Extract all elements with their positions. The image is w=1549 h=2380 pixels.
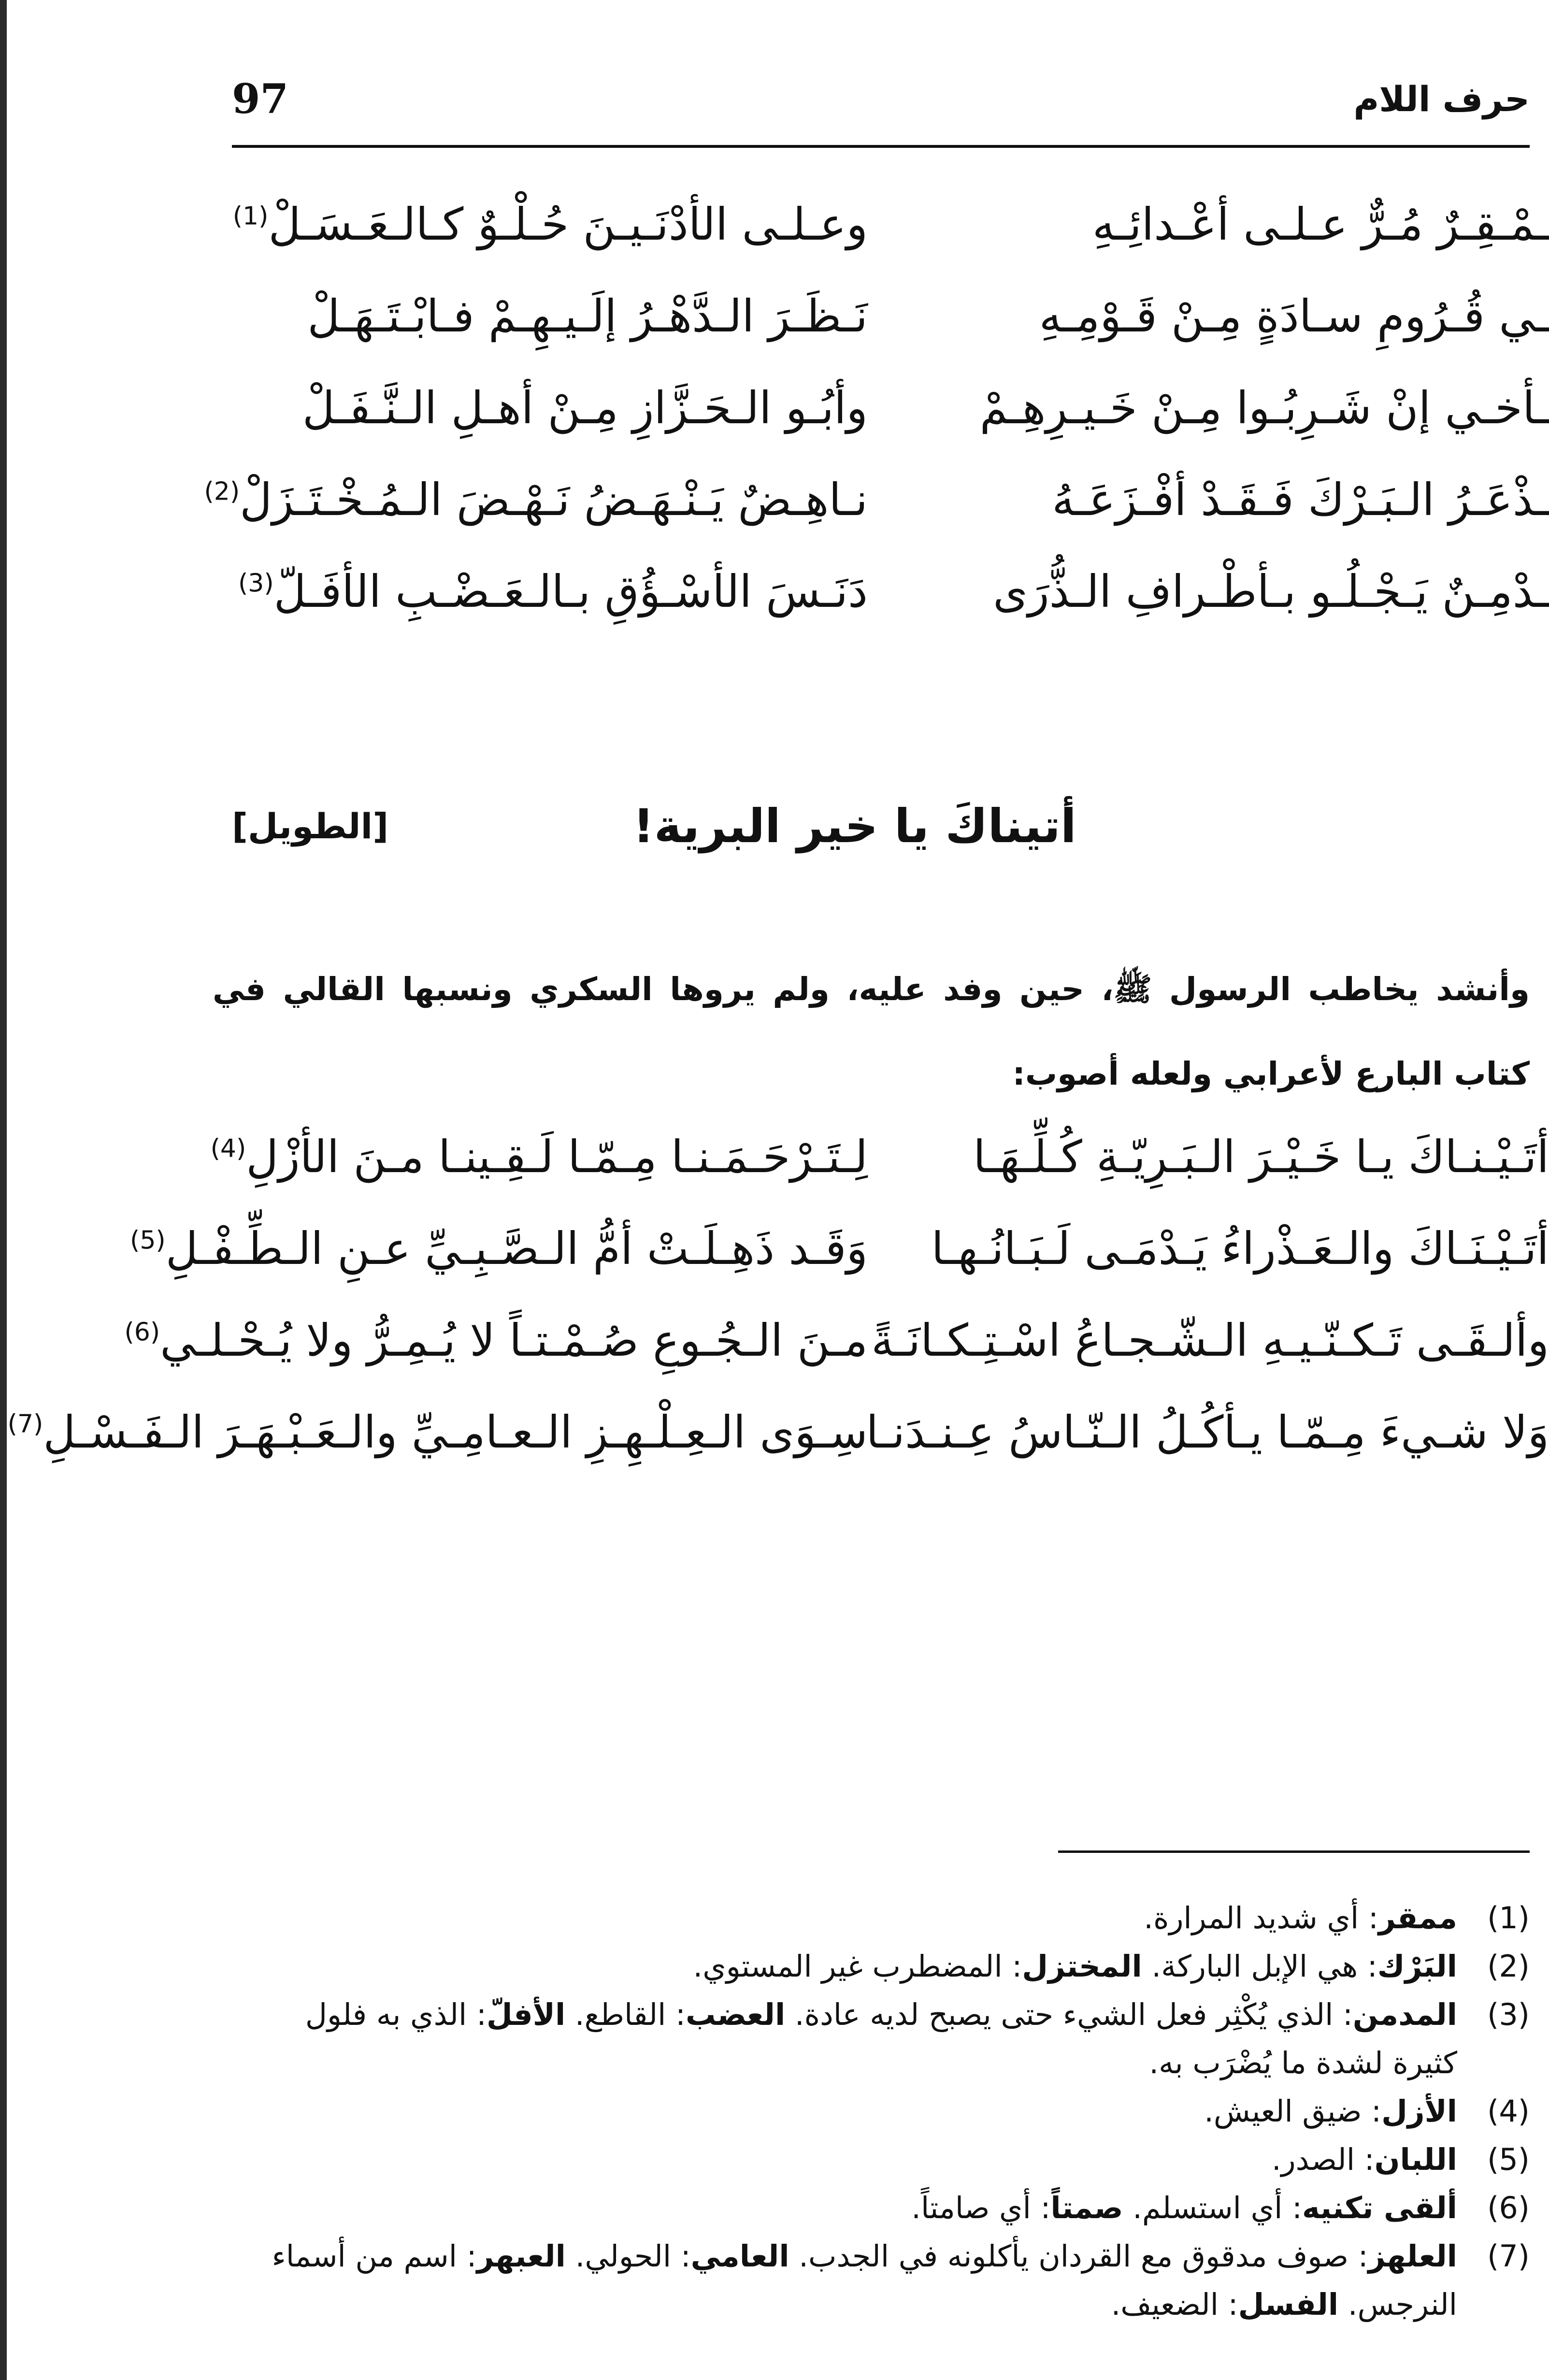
footnote-text <box>242 1894 1457 1942</box>
hemistich-text: دَنَـسَ الأسْـؤُقِ بـالـعَـضْـبِ الأفَـلّ <box>273 566 868 617</box>
verse <box>130 1203 1549 1295</box>
verse-first-hemistich: أتَـيْـنَـاكَ والـعَـذْراءُ يَـدْمَـى لَـبَـانُـهـا <box>931 1223 1549 1275</box>
footnote-text <box>242 2087 1457 2136</box>
verse-first-hemistich: ـدْمِـنٌ يَـجْـلُـو بـأطْـرافِ الـذُّرَى <box>993 566 1549 617</box>
binding-edge <box>0 0 7 2380</box>
footnote-definition: : الذي به فلول كثيرة لشدة ما يُضْرَب به. <box>305 1997 1457 2080</box>
footnote-marker: (3) <box>238 569 274 598</box>
verse-second-hemistich <box>225 546 868 638</box>
footnote-number: (3) <box>1487 1997 1530 2032</box>
footnote-entry <box>242 2136 1530 2184</box>
footnote-term: ألقى تكنيه <box>1302 2190 1457 2225</box>
footnote-definition: : اسم من أسماء النرجس. <box>272 2238 1457 2322</box>
section-heading <box>232 783 1530 870</box>
section-intro: وأنشد يخاطب الرسول ﷺ، حين وفد عليه، ولم يروها السكري ونسبها القالي في كتاب البارع لأعرابي ولعله أصوب: <box>213 971 1530 1092</box>
footnote-number: (4) <box>1487 2093 1530 2129</box>
footnote-number: (7) <box>1487 2238 1530 2274</box>
verse <box>124 1295 1549 1387</box>
footnote-number: (5) <box>1487 2142 1530 2177</box>
footnote-text <box>242 2184 1457 2232</box>
footnote-term: المختزل <box>1022 1949 1142 1984</box>
footnote-marker: (5) <box>130 1226 166 1255</box>
footnote-term: العبهر <box>476 2238 566 2274</box>
footnote-number: (1) <box>1487 1900 1530 1936</box>
footnote-definition: : الصدر. <box>1271 2142 1375 2177</box>
footnote-marker: (7) <box>7 1409 43 1439</box>
footnote-term: ممقر <box>1378 1900 1457 1936</box>
verse-first-hemistich: وَلا شـيءَ مِـمّـا يـأكُـلُ الـنّـاسُ عِـنـدَنـا <box>866 1406 1549 1458</box>
footnote-definition: : الحولي. <box>565 2238 691 2274</box>
footnote-definition: : أي شديد المرارة. <box>1144 1900 1378 1936</box>
running-title: حرف اللام <box>1353 79 1530 119</box>
footnote-term: العامي <box>690 2238 789 2274</box>
header-rule <box>232 145 1530 148</box>
footnote-term: البَرْك <box>1377 1949 1457 1984</box>
hemistich-text: نَـظَـرَ الـدَّهْـرُ إلَـيـهِـمْ فـابْـتَـهَـلْ <box>307 290 868 342</box>
footnote-definition: : المضطرب غير المستوي. <box>693 1949 1022 1984</box>
footnote-marker: (1) <box>232 201 269 231</box>
verse-second-hemistich <box>225 179 868 271</box>
verse-first-hemistich: ـأخـي إنْ شَـرِبُـوا مِـنْ خَـيـرِهِـمْ <box>979 382 1549 434</box>
footnote-marker: (6) <box>124 1318 160 1347</box>
footnote-entry <box>242 1991 1530 2087</box>
footnote-definition: : القاطع. <box>565 1997 686 2032</box>
verse-second-hemistich <box>210 1111 868 1203</box>
footnotes <box>242 1894 1530 2329</box>
footnote-definition: : ضيق العيش. <box>1204 2093 1382 2129</box>
verse-second-hemistich <box>225 271 868 362</box>
page-header <box>232 72 1530 150</box>
footnote-entry <box>242 2087 1530 2136</box>
footnote-term: الفسل <box>1238 2287 1339 2322</box>
footnote-entry <box>242 2184 1530 2232</box>
footnote-entry <box>242 1942 1530 1991</box>
verse-first-hemistich: وألـقَـى تَـكـنّـيـهِ الـشّـجـاعُ اسْـتِـكـانَـةً <box>871 1315 1549 1366</box>
footnote-entry <box>242 2232 1530 2329</box>
verse <box>7 1387 1549 1478</box>
footnote-entry <box>242 1894 1530 1942</box>
verse-second-hemistich <box>124 1295 868 1387</box>
hemistich-text: نـاهِـضٌ يَـنْـهَـضُ نَـهْـضَ الـمُـخْـتَـزَلْ <box>240 474 868 526</box>
footnote-marker: (2) <box>204 477 240 506</box>
hemistich-text: مـنَ الـجُـوعِ صُـمْـتـاً لا يُـمِـرُّ ولا يُـحْـلـي <box>160 1315 868 1366</box>
footnote-term: العلهز <box>1368 2238 1457 2274</box>
footnote-definition: : الضعيف. <box>1111 2287 1238 2322</box>
footnote-definition: : هي الإبل الباركة. <box>1142 1949 1377 1984</box>
footnote-definition: : أي استسلم. <box>1123 2190 1302 2225</box>
verse <box>225 362 1549 454</box>
page-number: 97 <box>232 75 288 123</box>
verse-second-hemistich <box>7 1387 868 1478</box>
poem-bottom <box>7 1111 1549 1478</box>
hemistich-text: سِـوَى الـعِـلْـهِـزِ الـعـامِـيِّ والـعَـبْـهَـرَ الـفَـسْـلِ <box>43 1406 868 1458</box>
hemistich-text: وَقَـد ذَهِـلَـتْ أمُّ الـصَّـبِـيِّ عـنِ الـطِّـفْـلِ <box>165 1223 868 1275</box>
hemistich-text: وعـلـى الأدْنَـيـنَ حُـلْـوٌ كـالـعَـسَـلْ <box>268 199 868 250</box>
verse <box>225 179 1549 271</box>
verse-first-hemistich: ـمْـقِـرٌ مُـرٌّ عـلـى أعْـدائِـهِ <box>1092 199 1549 250</box>
verse-first-hemistich: ـذْعَـرُ الـبَـرْكَ فَـقَـدْ أفْـزَعَـهُ <box>1052 474 1549 526</box>
footnote-rule <box>1058 1850 1530 1853</box>
footnote-definition: : الذي يُكْثِر فعل الشيء حتى يصبح لديه عادة. <box>785 1997 1353 2032</box>
footnote-definition: : أي صامتاً. <box>911 2190 1051 2225</box>
footnote-number: (2) <box>1487 1949 1530 1984</box>
verse-first-hemistich: ـي قُـرُومِ سـادَةٍ مِـنْ قَـوْمِـهِ <box>1039 290 1549 342</box>
footnote-number: (6) <box>1487 2190 1530 2225</box>
verse-first-hemistich: أتَـيْـنـاكَ يـا خَـيْـرَ الـبَـرِيّـةِ كُـلِّـهَـا <box>973 1131 1549 1183</box>
poem-meter: [الطويل] <box>232 806 389 846</box>
footnote-term: الأزل <box>1381 2093 1457 2129</box>
verse-second-hemistich <box>225 362 868 454</box>
footnote-text <box>242 2136 1457 2184</box>
verse <box>210 1111 1549 1203</box>
footnote-term: الأفلّ <box>486 1997 566 2032</box>
poem-top <box>204 179 1549 638</box>
footnote-term: العضب <box>685 1997 786 2032</box>
verse <box>204 454 1549 546</box>
verse <box>225 546 1549 638</box>
footnote-text <box>242 2232 1457 2329</box>
verse-second-hemistich <box>130 1203 868 1295</box>
footnote-term: اللبان <box>1374 2142 1457 2177</box>
footnote-marker: (4) <box>210 1134 246 1163</box>
hemistich-text: لِـتَـرْحَـمَـنـا مِـمّـا لَـقِـينـا مـنَ الأزْلِ <box>246 1131 868 1183</box>
footnote-definition: : صوف مدقوق مع القردان يأكلونه في الجدب. <box>789 2238 1368 2274</box>
footnote-term: صمتاً <box>1050 2190 1123 2225</box>
verse <box>225 271 1549 362</box>
hemistich-text: وأبُـو الـحَـزَّازِ مِـنْ أهـلِ الـنَّـفَـلْ <box>302 382 868 434</box>
footnote-text <box>242 1991 1457 2087</box>
footnote-term: المدمن <box>1352 1997 1457 2032</box>
section-title: أتيناكَ يا خير البرية! <box>633 799 1076 853</box>
verse-second-hemistich <box>204 454 868 546</box>
footnote-text <box>242 1942 1457 1991</box>
